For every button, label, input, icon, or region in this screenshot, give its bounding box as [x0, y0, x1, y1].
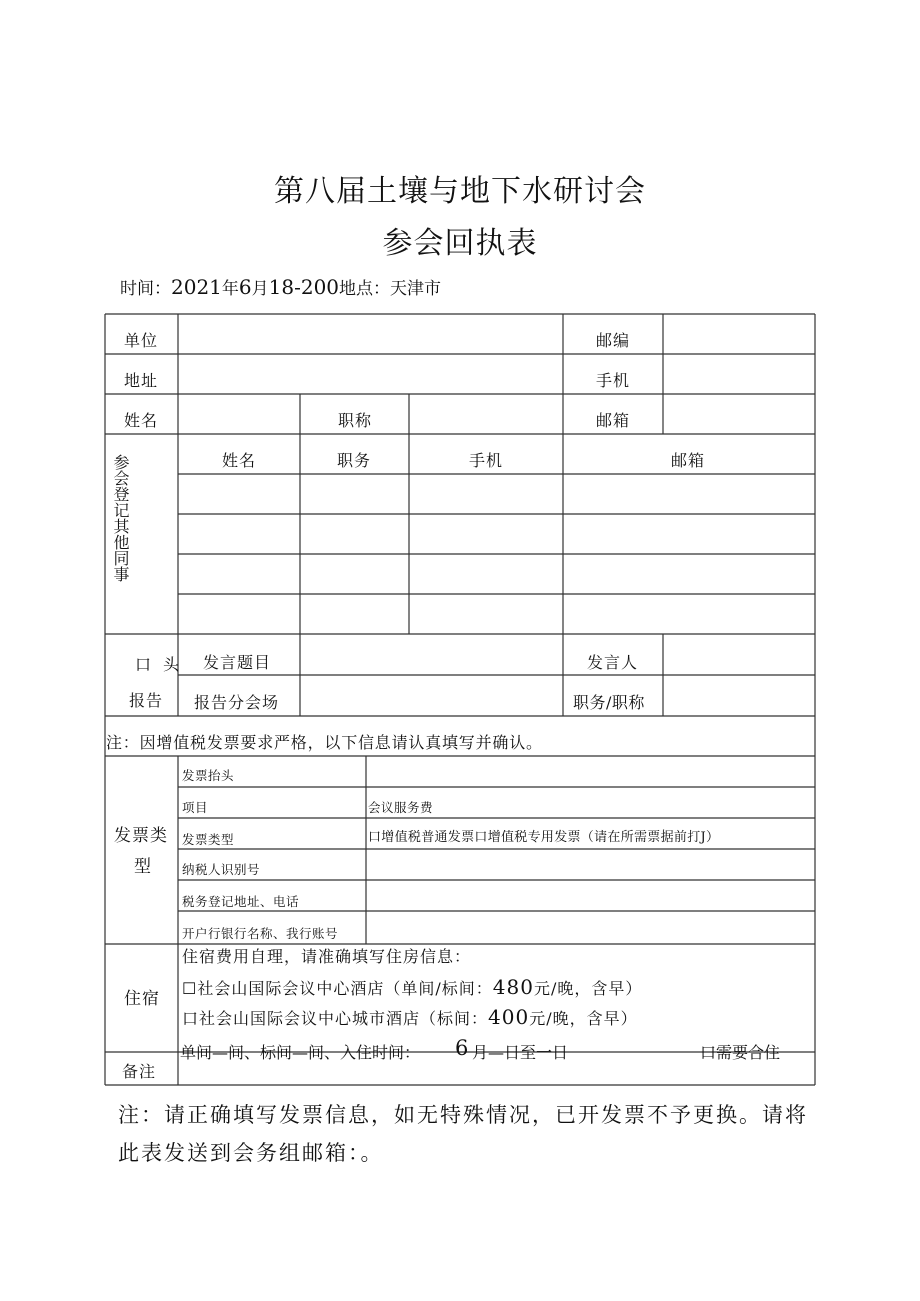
year-label: 年 — [221, 279, 239, 299]
colleague-row-3[interactable] — [179, 555, 814, 593]
postcode-label: 邮编 — [596, 331, 631, 350]
title-field[interactable] — [410, 395, 562, 433]
bank-account-field[interactable] — [367, 912, 814, 943]
invoice-header-field[interactable] — [367, 757, 814, 786]
taxpayer-id-field[interactable] — [367, 850, 814, 879]
stay-room-text: 单间—间、标间—间、入住时间： — [180, 1043, 421, 1062]
lodging-instruction: 住宿费用自理，请准确填写住房信息： — [182, 947, 472, 966]
postcode-field[interactable] — [664, 315, 814, 353]
lodging-label: 住宿 — [124, 989, 160, 1009]
invoice-item-value: 会议服务费 — [368, 800, 434, 815]
hotel-option-2-unit: 元/晚，含早） — [529, 1009, 638, 1028]
email-field[interactable] — [664, 395, 814, 433]
topic-field[interactable] — [301, 635, 562, 674]
invoice-side-label-1: 发票类 — [114, 826, 168, 846]
unit-field[interactable] — [179, 315, 562, 353]
colleague-position-header: 职务 — [337, 451, 372, 470]
name-field[interactable] — [179, 395, 299, 433]
colleague-row-2[interactable] — [179, 515, 814, 553]
meeting-info — [120, 274, 441, 299]
footer-note-line1: 注：请正确填写发票信息，如无特殊情况，已开发票不予更换。请将 — [118, 1103, 808, 1127]
hotel-option-2-text: 口社会山国际会议中心城市酒店（标间： — [182, 1009, 489, 1028]
share-room-option[interactable]: 口需要合住 — [700, 1043, 781, 1062]
colleague-email-header: 邮箱 — [671, 451, 706, 470]
tax-address-field[interactable] — [367, 881, 814, 910]
position-label: 职务/职称 — [573, 693, 645, 712]
days-value: 18-200 — [268, 275, 340, 299]
month-value: 6 — [238, 275, 252, 299]
hotel-option-1-price: 480 — [492, 975, 534, 999]
stay-month: 6 — [455, 1036, 469, 1060]
colleague-row-4[interactable] — [179, 595, 814, 633]
time-label: 时间： — [120, 279, 171, 299]
hotel-option-1-text: ☐社会山国际会议中心酒店（单间/标间： — [182, 979, 493, 998]
lodging-stay-line — [180, 1034, 810, 1062]
taxpayer-id-label: 纳税人识别号 — [182, 862, 261, 877]
title-label: 职称 — [338, 411, 373, 430]
invoice-type-options[interactable]: 口增值税普通发票口增值税专用发票（请在所需票据前打J） — [368, 830, 720, 845]
remark-label: 备注 — [122, 1062, 157, 1081]
invoice-header-label: 发票抬头 — [182, 768, 235, 783]
hotel-option-2[interactable] — [182, 1007, 638, 1027]
colleague-row-1[interactable] — [179, 475, 814, 513]
bank-account-label: 开户行银行名称、我行账号 — [182, 926, 339, 941]
email-label: 邮箱 — [596, 411, 631, 430]
session-label: 报告分会场 — [194, 693, 280, 712]
unit-label: 单位 — [124, 331, 159, 350]
invoice-item-label: 项目 — [182, 800, 209, 815]
mobile-label: 手机 — [596, 371, 631, 390]
topic-label: 发言题目 — [203, 653, 272, 672]
session-field[interactable] — [301, 676, 562, 715]
speaker-label: 发言人 — [587, 653, 639, 672]
month-label: 月 — [251, 279, 269, 299]
invoice-side-label-2: 型 — [134, 857, 152, 877]
invoice-note: 注：因增值税发票要求严格，以下信息请认真填写并确认。 — [106, 733, 543, 752]
form-subtitle: 参会回执表 — [382, 226, 538, 261]
hotel-option-1-unit: 元/晚，含早） — [533, 979, 643, 998]
hotel-option-2-price: 400 — [488, 1005, 530, 1029]
stay-dates: 月—日至一日 — [472, 1043, 569, 1062]
report-side-label-1: 口头 — [135, 655, 192, 674]
footer-note-line2: 此表发送到会务组邮箱：。 — [118, 1141, 384, 1165]
address-field[interactable] — [179, 355, 562, 393]
speaker-field[interactable] — [664, 635, 814, 674]
tax-address-label: 税务登记地址、电话 — [182, 894, 300, 909]
position-field[interactable] — [664, 676, 814, 715]
hotel-option-1[interactable] — [182, 977, 642, 997]
name-label: 姓名 — [124, 411, 159, 430]
colleague-name-header: 姓名 — [222, 451, 257, 470]
year-value: 2021 — [171, 275, 222, 299]
colleague-mobile-header: 手机 — [469, 451, 504, 470]
report-side-label-2: 报告 — [129, 691, 164, 710]
colleagues-side-label: 参会登记其他同事 — [111, 454, 130, 582]
place-label: 地点：天津市 — [339, 279, 442, 299]
address-label: 地址 — [124, 371, 159, 390]
remark-field[interactable] — [179, 1053, 814, 1084]
invoice-type-label: 发票类型 — [182, 832, 235, 847]
mobile-field[interactable] — [664, 355, 814, 393]
form-title: 第八届土壤与地下水研讨会 — [274, 174, 646, 209]
